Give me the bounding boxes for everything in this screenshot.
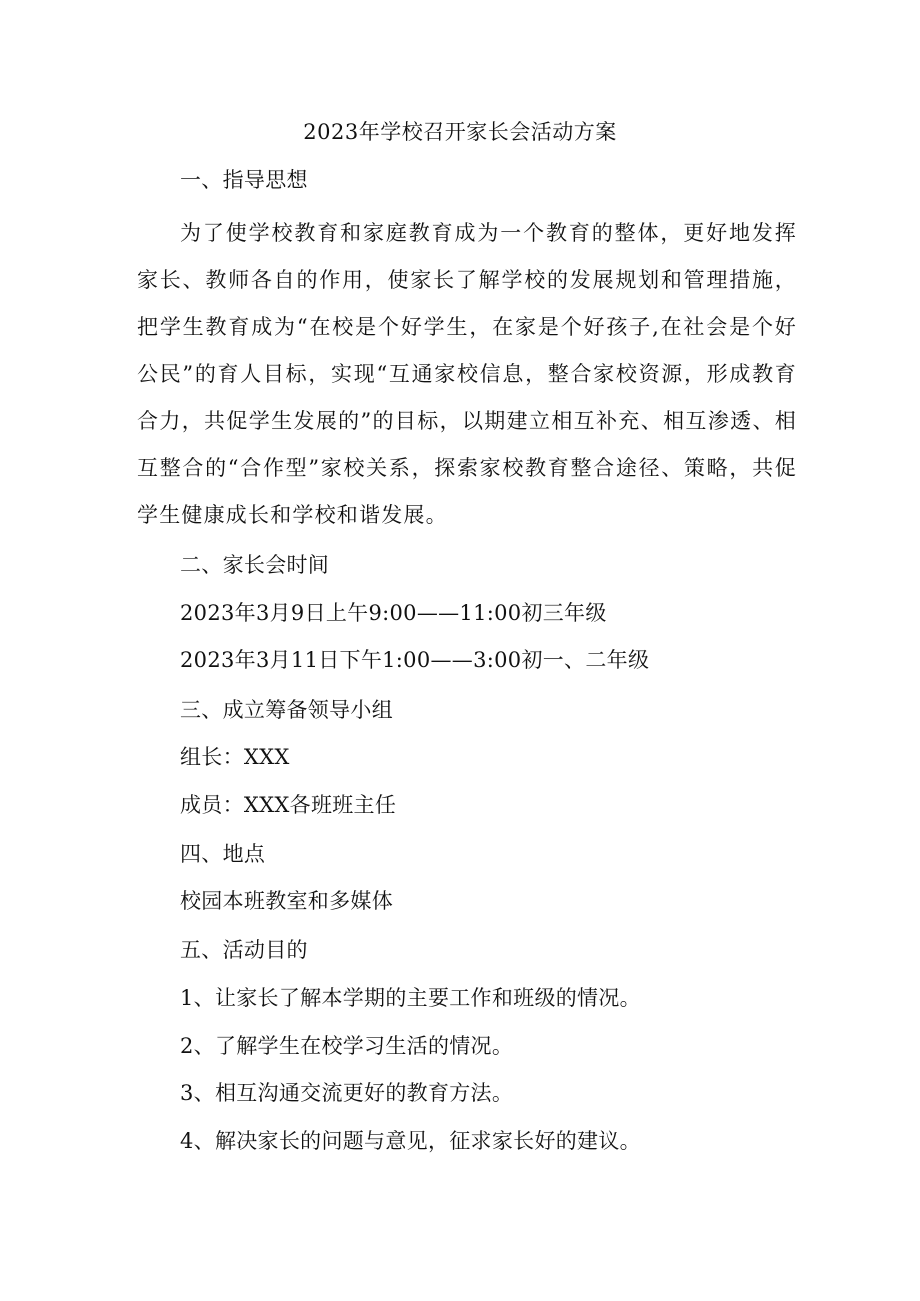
- purpose-item-3: 3、相互沟通交流更好的教育方法。: [180, 1081, 514, 1105]
- guiding-paragraph: 为了使学校教育和家庭教育成为一个教育的整体，更好地发挥家长、教师各自的作用，使家长了解学校的发展规划和管理措施，把学生教育成为“在校是个好学生，在家是个好孩子,在社会是个好公民”的育人目标，实现“互通家校信息，整合家校资源，形成教育合力，共促学生发展的”的目标，以期建立相互补充、相互渗透、相互整合的“合作型”家校关系，探索家校教育整合途径、策略，共促学生健康成长和学校和谐发展。: [137, 221, 797, 527]
- purpose-item-2: 2、了解学生在校学习生活的情况。: [180, 1034, 514, 1058]
- document-title: 2023年学校召开家长会活动方案: [303, 120, 617, 144]
- meeting-time-line-1: 2023年3月9日上午9:00——11:00初三年级: [180, 601, 607, 625]
- purpose-item-1: 1、让家长了解本学期的主要工作和班级的情况。: [180, 986, 641, 1010]
- meeting-time-line-2: 2023年3月11日下午1:00——3:00初一、二年级: [180, 648, 650, 672]
- section-heading-group: 三、成立筹备领导小组: [180, 698, 393, 722]
- section-heading-time: 二、家长会时间: [180, 553, 330, 577]
- place-text: 校园本班教室和多媒体: [180, 889, 393, 913]
- purpose-item-4: 4、解决家长的问题与意见，征求家长好的建议。: [180, 1129, 641, 1153]
- section-heading-guiding: 一、指导思想: [180, 168, 308, 192]
- group-members: 成员：XXX各班班主任: [180, 793, 397, 817]
- group-leader: 组长：XXX: [180, 745, 290, 769]
- section-heading-place: 四、地点: [180, 842, 266, 866]
- section-heading-purpose: 五、活动目的: [180, 938, 308, 962]
